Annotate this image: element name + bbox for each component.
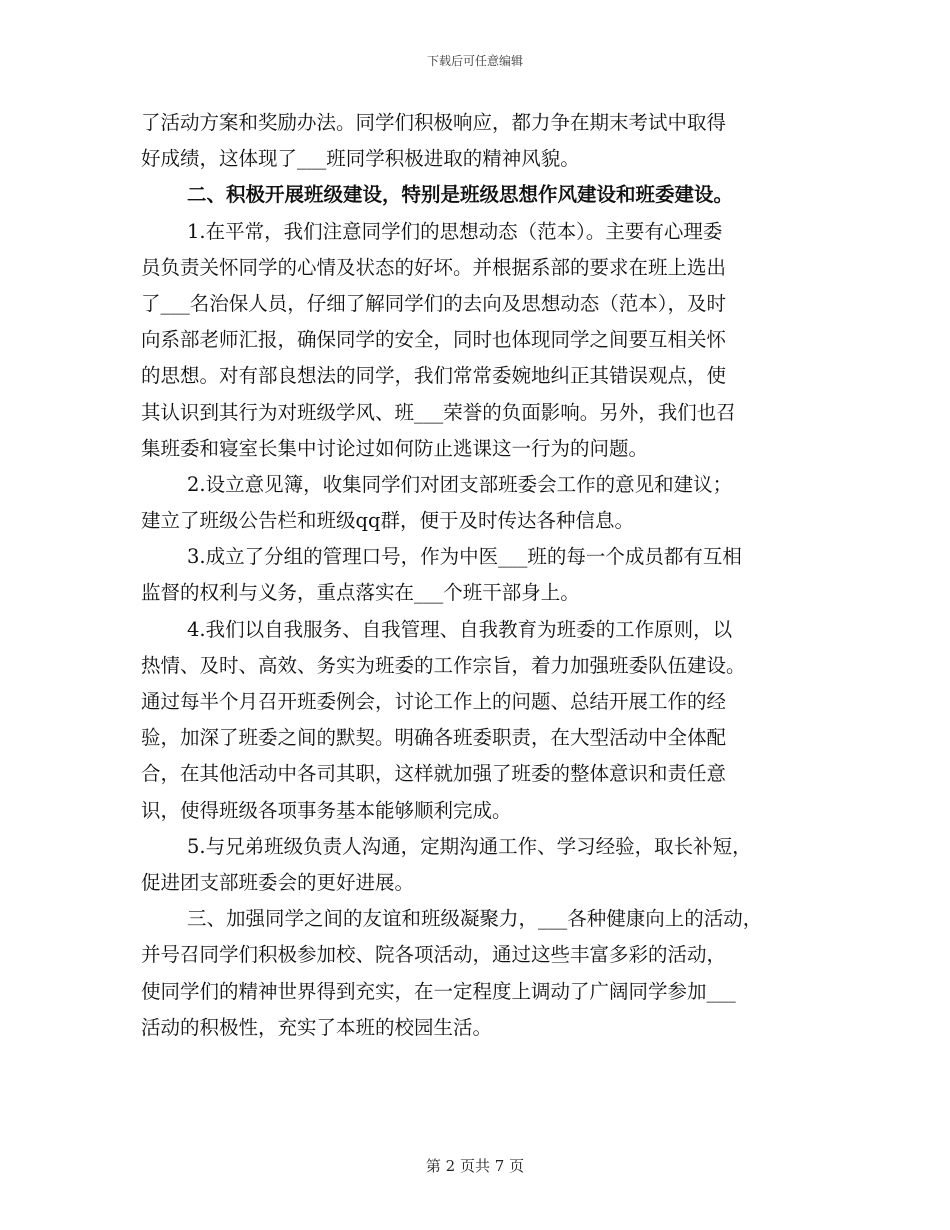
text-line: 员负责关怀同学的心情及状态的好坏。并根据系部的要求在班上选出 (141, 255, 727, 279)
text-line: 识，使得班级各项事务基本能够顺利完成。 (141, 798, 512, 822)
text-line: 促进团支部班委会的更好进展。 (141, 870, 415, 894)
document-body (141, 105, 813, 1046)
text-line: 3.成立了分组的管理口号，作为中医___班的每一个成员都有互相 (187, 545, 742, 569)
text-line: 监督的权利与义务，重点落实在___个班干部身上。 (141, 581, 580, 605)
text-line: 并号召同学们积极参加校、院各项活动，通过这些丰富多彩的活动， (141, 943, 727, 967)
text-line: 通过每半个月召开班委例会，讨论工作上的问题、总结开展工作的经 (141, 690, 727, 713)
text-line: 建立了班级公告栏和班级qq群，便于及时传达各种信息。 (141, 509, 634, 533)
text-line: 了___名治保人员，仔细了解同学们的去向及思想动态（范本），及时 (141, 291, 727, 315)
text-line: 的思想。对有部良想法的同学，我们常常委婉地纠正其错误观点，使 (141, 364, 727, 388)
text-line: 使同学们的精神世界得到充实，在一定程度上调动了广阔同学参加___ (141, 979, 736, 1003)
text-line: 集班委和寝室长集中讨论过如何防止逃课这一行为的问题。 (141, 436, 649, 460)
page-footer: 第 2 页共 7 页 (425, 1157, 525, 1175)
text-line: 二、积极开展班级建设，特别是班级思想作风建设和班委建设。 (187, 183, 734, 207)
text-line: 其认识到其行为对班级学风、班___荣誉的负面影响。另外，我们也召 (141, 400, 736, 424)
text-line: 热情、及时、高效、务实为班委的工作宗旨，着力加强班委队伍建设。 (141, 653, 746, 677)
text-line: 5.与兄弟班级负责人沟通，定期沟通工作、学习经验，取长补短， (187, 834, 752, 858)
text-line: 验，加深了班委之间的默契。明确各班委职责，在大型活动中全体配 (141, 726, 727, 750)
text-line: 1.在平常，我们注意同学们的思想动态（范本）。主要有心理委 (187, 219, 723, 243)
page-header: 下载后可任意编辑 (426, 54, 523, 68)
text-line: 2.设立意见簿，收集同学们对团支部班委会工作的意见和建议； (187, 472, 733, 496)
text-line: 合，在其他活动中各司其职，这样就加强了班委的整体意识和责任意 (141, 762, 727, 786)
text-line: 好成绩，这体现了___班同学积极进取的精神风貌。 (141, 147, 580, 171)
text-line: 三、加强同学之间的友谊和班级凝聚力，___各种健康向上的活动， (187, 907, 763, 931)
text-line: 向系部老师汇报，确保同学的安全，同时也体现同学之间要互相关怀 (141, 328, 727, 352)
text-line: 活动的积极性，充实了本班的校园生活。 (141, 1015, 493, 1039)
text-line: 了活动方案和奖励办法。同学们积极响应，都力争在期末考试中取得 (141, 111, 727, 134)
text-line: 4.我们以自我服务、自我管理、自我教育为班委的工作原则，以 (187, 617, 733, 641)
